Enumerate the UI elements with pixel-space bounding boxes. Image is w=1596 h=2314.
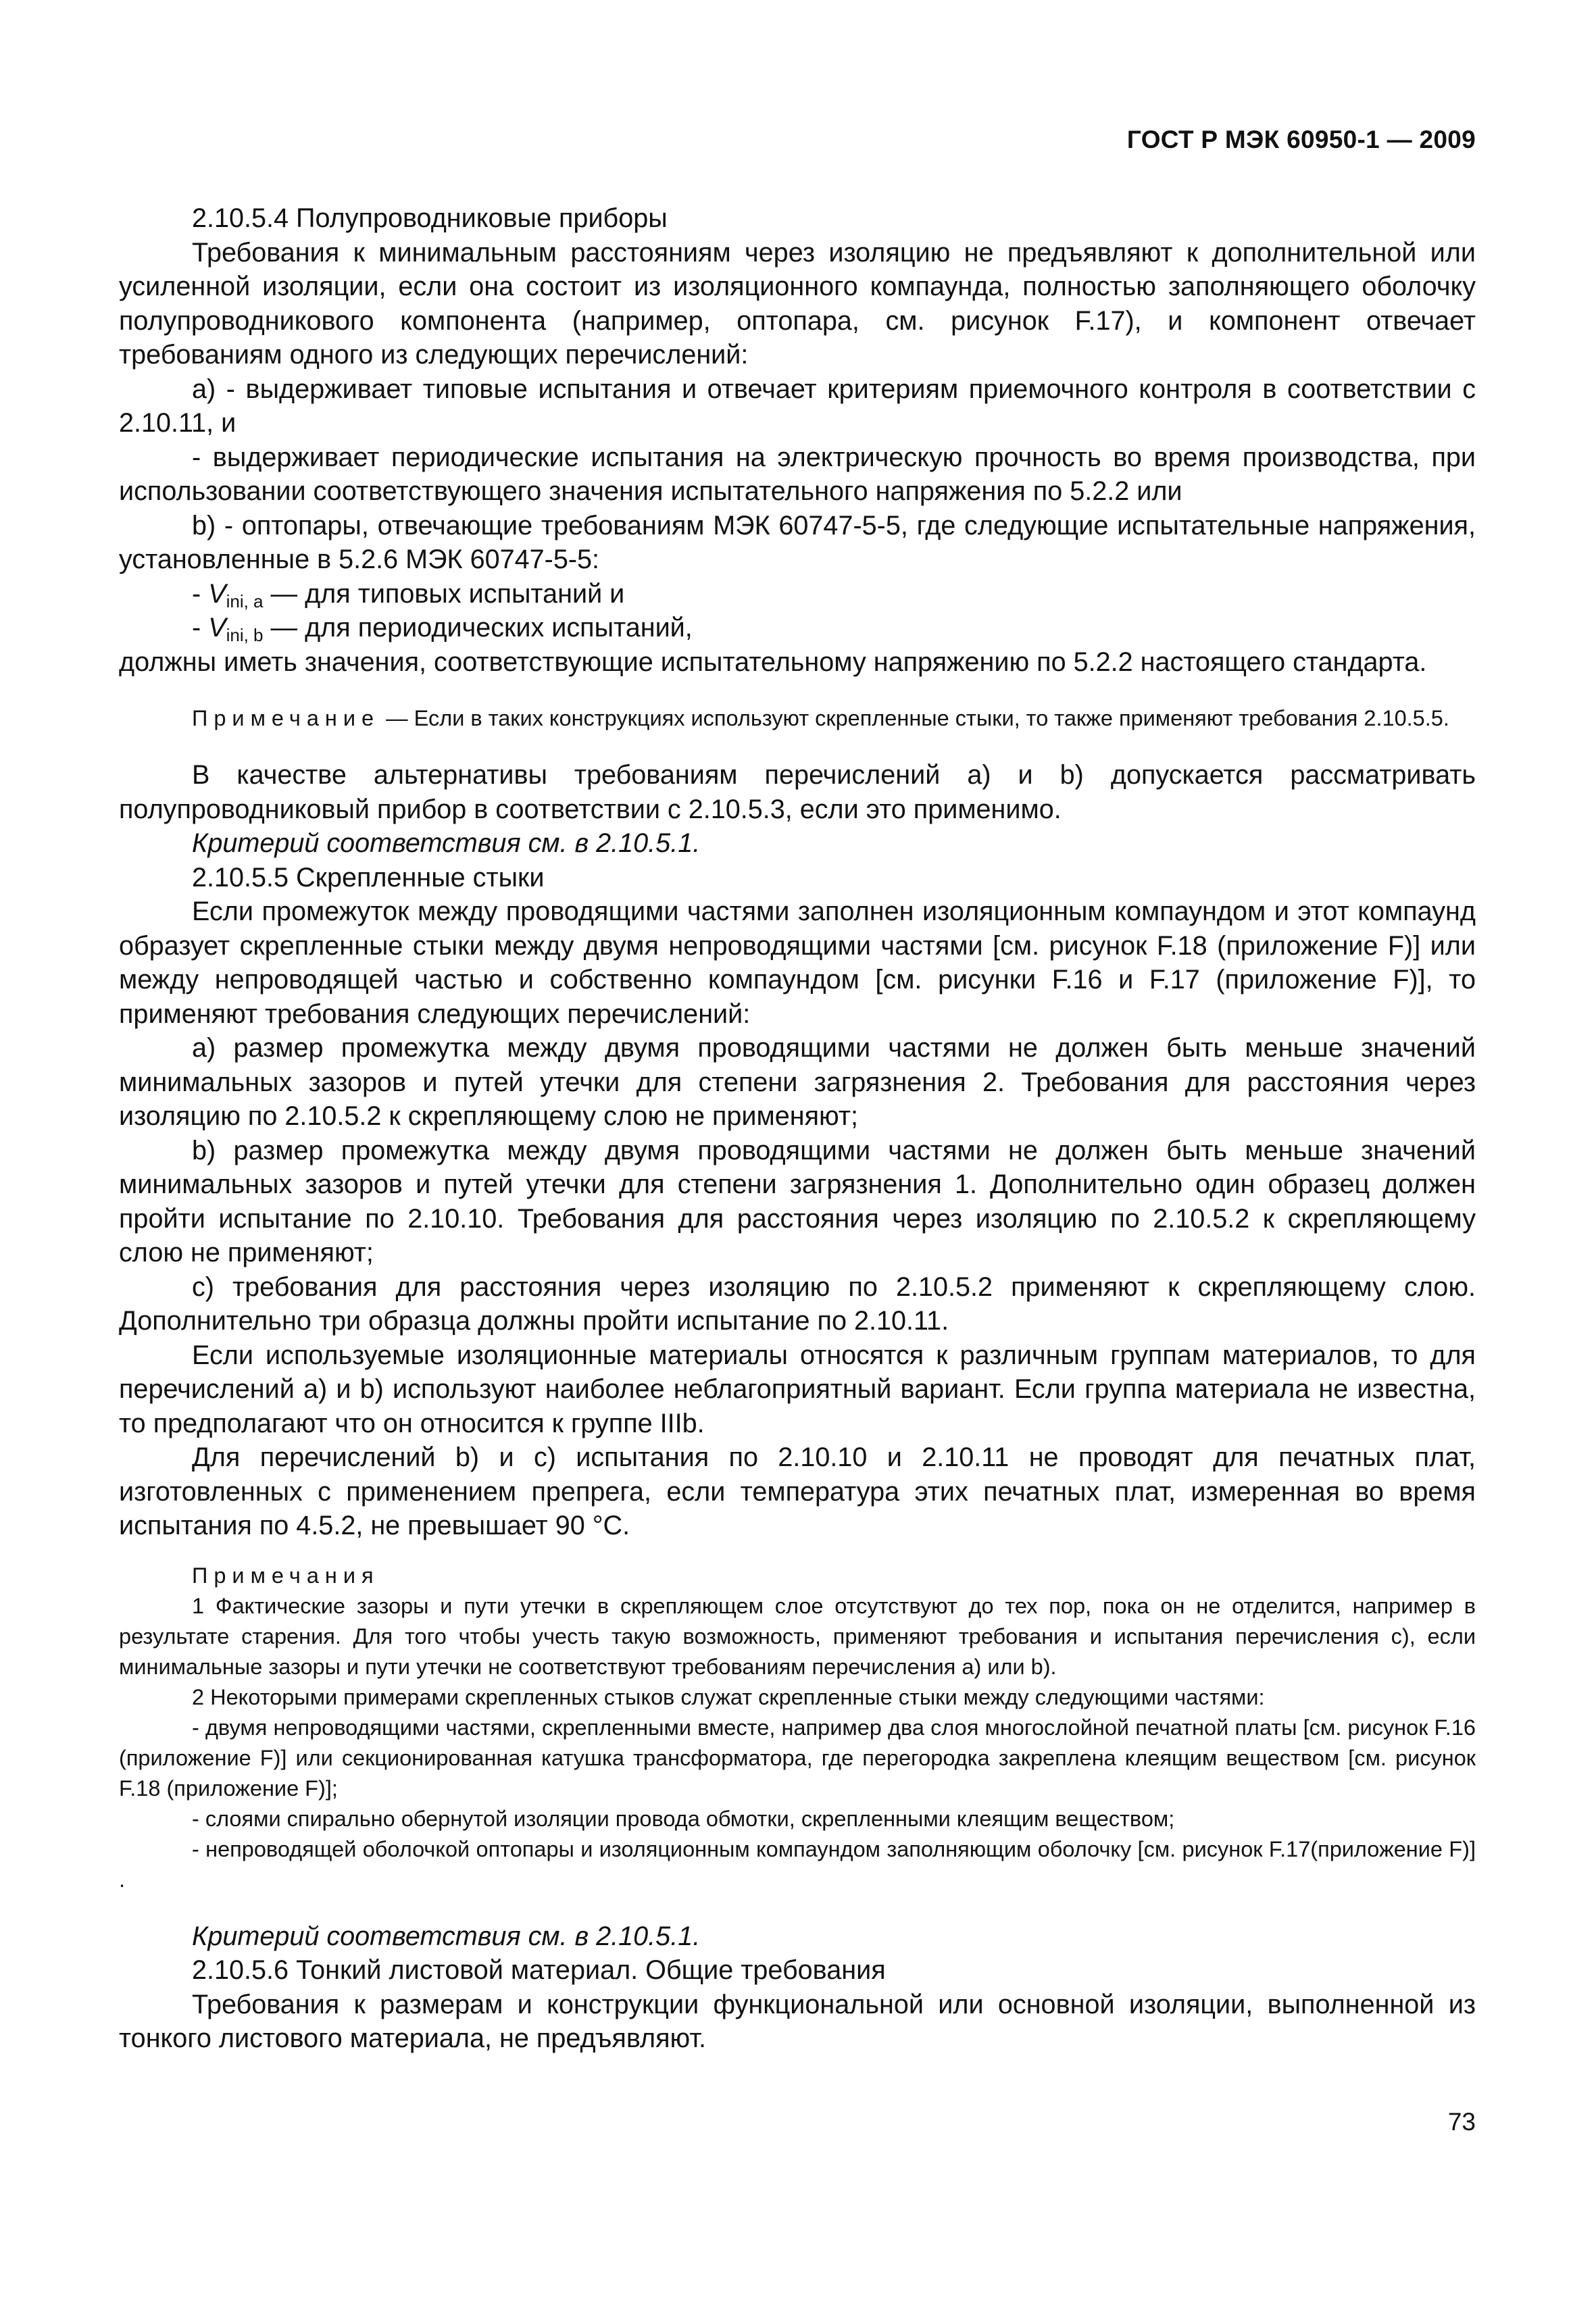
voltage-symbol: V: [208, 578, 226, 609]
heading-2-10-5-5: 2.10.5.5 Скрепленные стыки: [192, 862, 545, 892]
paragraph: Если используемые изоляционные материалы относятся к различным группам материалов, то для перечислений а) и b) используют наиболее неблагоприятный вариант. Если группа материала не известна, то предполагают что он относится к группе IIIb.: [119, 1340, 1476, 1438]
paragraph: Требования к размерам и конструкции функциональной или основной изоляции, выполненной из тонкого листового материала, не предъявляют.: [119, 1989, 1476, 2053]
paragraph-closing: должны иметь значения, соответствующие испытательному напряжению по 5.2.2 настоящего стандарта.: [119, 647, 1427, 677]
note-2-item: - непроводящей оболочкой оптопары и изоляционным компаундом заполняющим оболочку [см. рисунок F.17(приложение F)] .: [119, 1836, 1476, 1892]
note-2-item: - двумя непроводящими частями, скрепленными вместе, например два слоя многослойной печатной платы [см. рисунок F.16 (приложение F)] или секционированная катушка трансформатора, где перегородка закреплена клеящим веществом [см. рисунок F.18 (приложение F)];: [119, 1715, 1476, 1801]
voltage-item-b: - $V_{ini, b}$ — для периодических испытаний,: [192, 613, 693, 645]
compliance-criterion: Критерий соответствия см. в 2.10.5.1.: [192, 1921, 701, 1951]
list-item-a: a) размер промежутка между двумя проводящими частями не должен быть меньше значений минимальных зазоров и путей утечки для степени загрязнения 2. Требования для расстояния через изоляцию по 2.10.5.2 к скрепляющему слою не применяют;: [119, 1033, 1476, 1131]
list-item-b: b) размер промежутка между двумя проводящими частями не должен быть меньше значений минимальных зазоров и путей утечки для степени загрязнения 1. Дополнительно один образец должен пройти испытание по 2.10.10. Требования для расстояния через изоляцию по 2.10.5.2 к скрепляющему слою не применяют;: [119, 1135, 1476, 1267]
notes-label: Примечания: [192, 1563, 380, 1588]
list-item-b: b) - оптопары, отвечающие требованиям МЭК 60747-5-5, где следующие испытательные напряжения, установленные в 5.2.6 МЭК 60747-5-5:: [119, 510, 1476, 574]
compliance-criterion: Критерий соответствия см. в 2.10.5.1.: [192, 828, 701, 858]
list-item-c: c) требования для расстояния через изоляцию по 2.10.5.2 применяют к скрепляющему слою. Дополнительно три образца должны пройти испытание по 2.10.11.: [119, 1272, 1476, 1336]
note-2: 2 Некоторыми примерами скрепленных стыков служат скрепленные стыки между следующими частями:: [192, 1684, 1265, 1709]
note: [119, 703, 1476, 734]
page-body: [119, 201, 1476, 2056]
paragraph: Если промежуток между проводящими частями заполнен изоляционным компаундом и этот компаунд образует скрепленные стыки между двумя непроводящими частями [см. рисунок F.18 (приложение F)] или между непроводящей частью и собственно компаундом [см. рисунки F.16 и F.17 (приложение F)], то применяют требования следующих перечислений:: [119, 897, 1476, 1029]
note-2-item: - слоями спирально обернутой изоляции провода обмотки, скрепленными клеящим веществом;: [192, 1806, 1175, 1831]
paragraph: Требования к минимальным расстояниям через изоляцию не предъявляют к дополнительной или усиленной изоляции, если она состоит из изоляционного компаунда, полностью заполняющего оболочку полупроводникового компонента (например, оптопара, см. рисунок F.17), и компонент отвечает требованиям одного из следующих перечислений:: [119, 237, 1476, 370]
voltage-item-a: - $V_{ini, a}$ — для типовых испытаний и: [192, 578, 625, 611]
note-text: — Если в таких конструкциях используют скрепленные стыки, то также применяют требования 2.10.5.5.: [380, 706, 1449, 730]
note-1: 1 Фактические зазоры и пути утечки в скрепляющем слое отсутствуют до тех пор, пока он не отделится, например в результате старения. Для того чтобы учесть такую возможность, применяют требования и испытания перечисления с), если минимальные зазоры и пути утечки не соответствуют требованиям перечисления а) или b).: [119, 1593, 1476, 1679]
paragraph-alternative: В качестве альтернативы требованиям перечислений а) и b) допускается рассматривать полупроводниковый прибор в соответствии с 2.10.5.3, если это применимо.: [119, 760, 1476, 824]
page-number: 73: [1447, 2108, 1476, 2136]
note-label: Примечание: [192, 706, 380, 730]
voltage-subscript: ini, b: [226, 625, 264, 645]
standard-header: ГОСТ Р МЭК 60950-1 — 2009: [1126, 126, 1476, 153]
heading-2-10-5-6: 2.10.5.6 Тонкий листовой материал. Общие требования: [192, 1955, 886, 1985]
voltage-subscript: ini, a: [226, 590, 264, 611]
voltage-symbol: V: [208, 613, 226, 643]
paragraph: Для перечислений b) и с) испытания по 2.10.10 и 2.10.11 не проводят для печатных плат, изготовленных с применением препрега, если температура этих печатных плат, измеренная во время испытания по 4.5.2, не превышает 90 °С.: [119, 1442, 1476, 1540]
list-item-a: a) - выдерживает типовые испытания и отвечает критериям приемочного контроля в соответствии с 2.10.11, и: [119, 374, 1476, 438]
heading-2-10-5-4: 2.10.5.4 Полупроводниковые приборы: [192, 203, 668, 233]
list-item-a-continuation: - выдерживает периодические испытания на электрическую прочность во время производства, при использовании соответствующего значения испытательного напряжения по 5.2.2 или: [119, 442, 1476, 506]
